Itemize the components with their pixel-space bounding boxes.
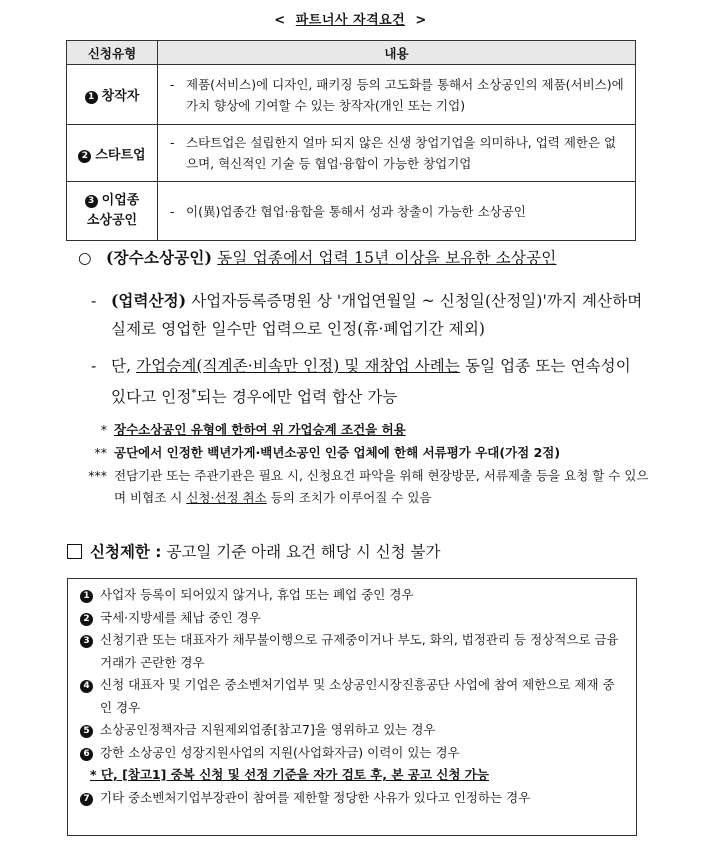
longterm-label: (장수소상공인) [106,248,213,267]
succession-block: - 단, 가업승계(직계존·비속만 인정) 및 재창업 사례는 동일 업종 또는 연속성이 있다고 인정*되는 경우에만 업력 합산 가능 [91,357,631,407]
list-item [80,719,624,742]
note-text: 장수소상공인 유형에 한하여 위 가업승계 조건을 허용 [114,422,406,437]
succession-mid: 동일 업종 또는 연속성이 있다고 인정 [111,357,631,407]
type-cell [67,182,158,241]
restriction-box [67,578,637,836]
note-text-pre: 전담기관 또는 주관기관은 필요 시, 신청요건 파악을 위해 현장방문, 서류제출 등을 요청 할 수 있으며 비협조 시 [114,468,649,505]
restriction-label: 신청제한 : [90,543,162,561]
note-star: *** [88,468,107,483]
note-text-post: 등의 조치가 이루어질 수 있음 [270,490,432,505]
table-row [67,182,636,241]
number-badge: 4 [80,680,93,693]
type-label-line2: 소상공인 [86,213,138,228]
list-item [80,674,624,719]
number-badge: 1 [85,91,98,104]
number-badge: 3 [80,635,93,648]
restriction-heading [67,540,441,562]
succession-sup: * [191,388,197,399]
star-note-text: * 단, [참고1] 중복 신청 및 선정 기준을 자가 검토 후, 본 공고 신청 가능 [90,767,489,782]
item-text: 신청기관 또는 대표자가 채무불이행으로 규제중이거나 부도, 화의, 법정관리 등 정상적으로 금융 거래가 곤란한 경우 [100,632,619,670]
desc-cell: - 이(異)업종간 협업·융합을 통해서 성과 창출이 가능한 소상공인 [158,182,636,241]
succession-post: 되는 경우에만 업력 합산 가능 [196,388,398,407]
longterm-line: ○ (장수소상공인) 동일 업종에서 업력 15년 이상을 보유한 소상공인 [78,248,557,267]
title-text: 파트너사 자격요건 [295,13,406,28]
note-star: ** [94,445,107,460]
list-item [80,584,624,607]
note-text-underlined: 신청·선정 취소 [186,490,267,505]
item-text: 사업자 등록이 되어있지 않거나, 휴업 또는 폐업 중인 경우 [100,587,414,602]
table-header-row [67,41,636,65]
note-2 [80,442,650,464]
number-badge: 7 [80,793,93,806]
type-label-line1: 이업종 [101,193,140,208]
list-item [80,607,624,630]
number-badge: 3 [85,195,98,208]
item-text: 소상공인정책자금 지원제외업종[참고7]을 영위하고 있는 경우 [100,722,436,737]
table-row [67,65,636,125]
header-content: 내용 [158,41,636,65]
type-label: 창작자 [101,89,140,104]
partner-type-table [66,40,636,241]
desc-text: 이(異)업종간 협업·융합을 통해서 성과 창출이 가능한 소상공인 [186,203,526,219]
number-badge: 6 [80,748,93,761]
checkbox-icon [67,544,82,559]
item-text: 신청 대표자 및 기업은 중소벤처기업부 및 소상공인시장진흥공단 사업에 참여 제한으로 제재 중인 경우 [100,677,615,715]
longterm-text: 동일 업종에서 업력 15년 이상을 보유한 소상공인 [217,249,557,267]
table-row [67,125,636,182]
career-label: (업력산정) [111,291,187,310]
item-text: 국세·지방세를 체납 중인 경우 [100,609,261,625]
restriction-text: 공고일 기준 아래 요건 해당 시 신청 불가 [166,543,441,561]
note-star: * [100,422,107,437]
succession-pre: 단, [111,357,132,375]
title-open-bracket: < [274,13,286,28]
desc-text: 제품(서비스)에 디자인, 패키징 등의 고도화를 통해서 소상공인의 제품(서비스)에 가치 향상에 기여할 수 있는 창작자(개인 또는 기업) [186,76,624,113]
number-badge: 5 [80,725,93,738]
type-label: 스타트업 [95,147,146,163]
item-text: 강한 소상공인 성장지원사업의 지원(사업화자금) 이력이 있는 경우 [100,744,460,760]
list-item [80,742,624,765]
type-cell [67,65,158,125]
item-text: 기타 중소벤처기업부장관이 참여를 제한할 정당한 사유가 있다고 인정하는 경우 [100,789,531,805]
page-title [0,9,701,28]
list-item [80,787,624,810]
title-close-bracket: > [415,13,427,28]
type-cell [67,125,158,182]
desc-text: 스타트업은 설립한지 얼마 되지 않은 신생 창업기업을 의미하나, 업력 제한은 없으며, 혁신적인 기술 등 협업·융합이 가능한 창업기업 [186,135,617,171]
note-1 [80,419,650,441]
header-type: 신청유형 [67,41,158,65]
star-note [80,764,624,787]
succession-underlined: 가업승계(직계존·비속만 인정) 및 재창업 사례는 [136,357,460,375]
note-text: 공단에서 인정한 백년가게·백년소공인 인증 업체에 한해 서류평가 우대(가점 2점) [114,445,561,460]
number-badge: 1 [80,590,93,603]
number-badge: 2 [80,613,93,626]
note-3 [80,465,650,509]
career-text: 사업자등록증명원 상 '개업연월일 ~ 신청일(산정일)'까지 계산하며 실제로 영업한 일수만 업력으로 인정(휴·폐업기간 제외) [111,292,643,338]
list-item [80,629,624,674]
career-block: - (업력산정) 사업자등록증명원 상 '개업연월일 ~ 신청일(산정일)'까지 계산하며 실제로 영업한 일수만 업력으로 인정(휴·폐업기간 제외) [91,291,643,338]
desc-cell: - 제품(서비스)에 디자인, 패키징 등의 고도화를 통해서 소상공인의 제품(서비스)에 가치 향상에 기여할 수 있는 창작자(개인 또는 기업) [158,65,636,125]
number-badge: 2 [78,150,91,163]
desc-cell: - 스타트업은 설립한지 얼마 되지 않은 신생 창업기업을 의미하나, 업력 제한은 없으며, 혁신적인 기술 등 협업·융합이 가능한 창업기업 [158,125,636,182]
